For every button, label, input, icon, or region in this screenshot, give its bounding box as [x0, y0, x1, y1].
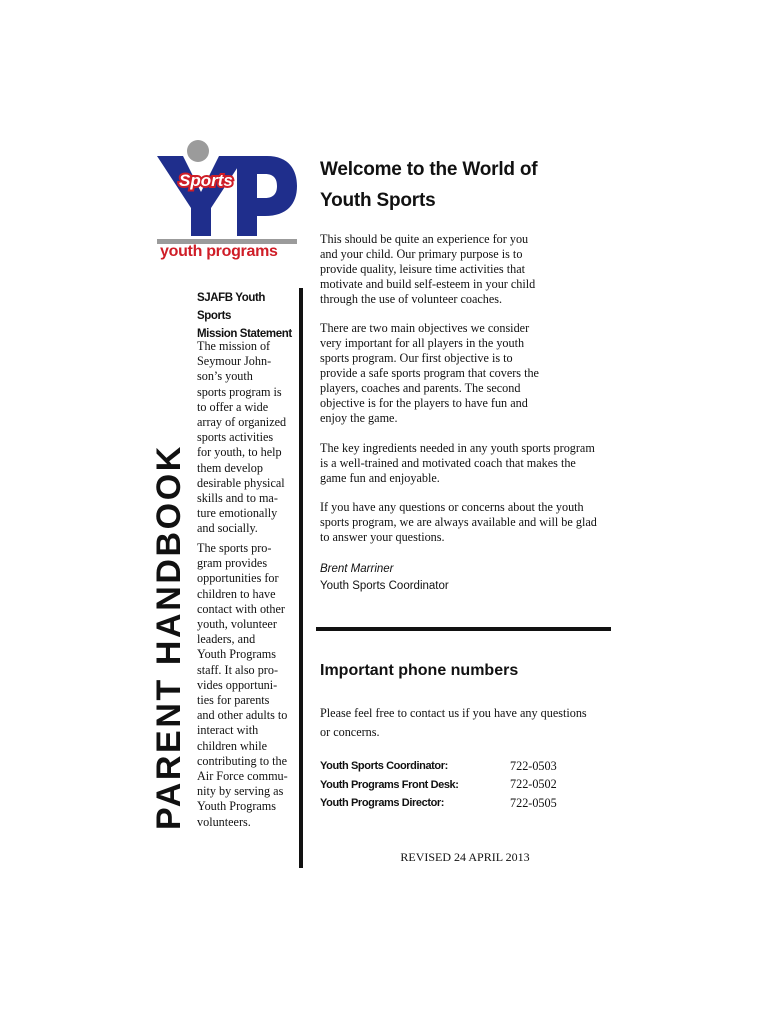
text-line: provide quality, leisure time activities that — [320, 262, 525, 276]
welcome-title — [320, 154, 620, 216]
phone-label: Youth Programs Front Desk: — [320, 778, 459, 791]
mission-heading — [197, 289, 297, 343]
text-line: through the use of volunteer coaches. — [320, 292, 503, 306]
phone-row — [320, 757, 580, 776]
text-line: children while — [197, 738, 268, 753]
welcome-paragraph-4 — [320, 500, 615, 545]
phone-intro — [320, 704, 610, 742]
text-line: gram provides — [197, 556, 268, 571]
text-line: staff. It also pro- — [197, 662, 279, 677]
text-line: for youth, to help — [197, 445, 282, 460]
mission-paragraph-1 — [197, 339, 295, 537]
phone-row — [320, 776, 580, 795]
text-line: Air Force commu- — [197, 769, 288, 784]
welcome-title-line: Welcome to the World of — [320, 159, 538, 180]
logo-caption: youth programs — [160, 243, 278, 260]
horizontal-divider — [316, 627, 611, 631]
text-line: ties for parents — [197, 693, 270, 708]
text-line: array of organized — [197, 415, 287, 430]
text-line: players, coaches and parents. The second — [320, 381, 521, 395]
mission-heading-line: Mission Statement — [197, 328, 292, 340]
text-line: contributing to the — [197, 753, 288, 768]
text-line: and other adults to — [197, 708, 288, 723]
text-line: interact with — [197, 723, 259, 738]
text-line: skills and to ma- — [197, 491, 278, 506]
phone-number: 722-0503 — [510, 758, 557, 773]
text-line: objective is for the players to have fun and — [320, 396, 528, 410]
logo-banner-text: Sports — [179, 171, 233, 190]
text-line: sports program is — [197, 384, 282, 399]
welcome-paragraph-3 — [320, 441, 615, 486]
phone-number: 722-0505 — [510, 795, 557, 810]
text-line: sports program. Our first objective is to — [320, 351, 513, 365]
phone-label: Youth Sports Coordinator: — [320, 760, 448, 773]
signature-name: Brent Marriner — [320, 563, 394, 575]
text-line: sports program, we are always available and will be glad — [320, 515, 597, 529]
mission-paragraph-2 — [197, 541, 295, 830]
text-line: motivate and build self-esteem in your child — [320, 277, 536, 291]
text-line: is a well-trained and motivated coach that makes the — [320, 456, 576, 470]
text-line: them develop — [197, 460, 263, 475]
revised-date: REVISED 24 APRIL 2013 — [400, 850, 530, 864]
parent-handbook-title: PARENT HANDBOOK — [150, 444, 188, 830]
text-line: The mission of — [197, 339, 271, 353]
text-line: very important for all players in the youth — [320, 336, 525, 350]
phone-numbers-heading: Important phone numbers — [320, 662, 519, 679]
signature-title: Youth Sports Coordinator — [320, 580, 449, 592]
text-line: If you have any questions or concerns about the youth — [320, 500, 584, 514]
text-line: Youth Programs — [197, 647, 277, 662]
phone-label: Youth Programs Director: — [320, 797, 445, 810]
text-line: The sports pro- — [197, 541, 272, 555]
text-line: contact with other — [197, 601, 285, 616]
text-line: enjoy the game. — [320, 411, 398, 425]
text-line: Seymour John- — [197, 354, 272, 369]
text-line: sports activities — [197, 430, 274, 445]
text-line: youth, volunteer — [197, 617, 277, 632]
text-line: This should be quite an experience for you — [320, 232, 529, 246]
mission-heading-line: SJAFB Youth Sports — [197, 292, 266, 322]
text-line: Youth Programs — [197, 799, 277, 814]
text-line: provide a safe sports program that covers the — [320, 366, 539, 380]
text-line: and socially. — [197, 521, 258, 536]
text-line: ture emotionally — [197, 506, 278, 521]
text-line: There are two main objectives we consider — [320, 321, 530, 335]
phone-row — [320, 794, 580, 813]
phone-intro-line: Please feel free to contact us if you have any questions — [320, 706, 587, 720]
text-line: opportunities for — [197, 571, 279, 586]
text-line: children to have — [197, 586, 276, 601]
welcome-title-line: Youth Sports — [320, 190, 436, 211]
text-line: nity by serving as — [197, 784, 284, 799]
phone-number: 722-0502 — [510, 777, 557, 792]
welcome-paragraph-1 — [320, 232, 560, 307]
phone-intro-line: or concerns. — [320, 725, 380, 739]
text-line: leaders, and — [197, 632, 256, 647]
phone-list — [320, 757, 580, 813]
text-line: to offer a wide — [197, 399, 269, 414]
text-line: volunteers. — [197, 814, 251, 829]
text-line: and your child. Our primary purpose is to — [320, 247, 523, 261]
vertical-divider — [299, 288, 303, 868]
text-line: to answer your questions. — [320, 530, 445, 544]
text-line: desirable physical — [197, 475, 285, 490]
text-line: vides opportuni- — [197, 677, 278, 692]
text-line: The key ingredients needed in any youth sports program — [320, 441, 595, 455]
text-line: son’s youth — [197, 369, 253, 384]
text-line: game fun and enjoyable. — [320, 471, 440, 485]
welcome-paragraph-2 — [320, 321, 560, 426]
